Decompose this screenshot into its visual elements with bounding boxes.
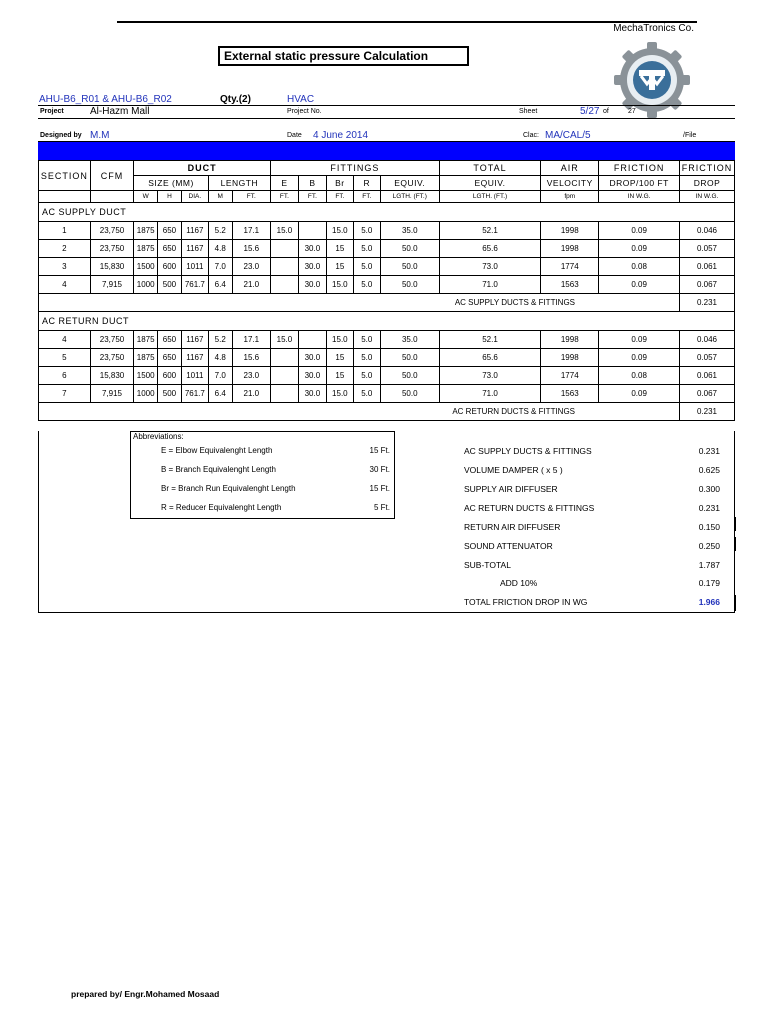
abbreviation-item xyxy=(131,503,394,517)
table-cell: 0.057 xyxy=(680,349,735,367)
table-cell: 1998 xyxy=(541,331,599,349)
table-cell: 30.0 xyxy=(298,349,326,367)
table-cell: 15,830 xyxy=(90,258,133,276)
summary-value: 1.966 xyxy=(698,597,720,607)
table-cell: 0.046 xyxy=(680,222,735,240)
of-label: of xyxy=(603,108,609,115)
table-cell: 5.2 xyxy=(208,222,232,240)
table-cell: 23,750 xyxy=(90,349,133,367)
table-cell xyxy=(270,385,298,403)
abbreviations-box xyxy=(130,431,395,519)
table-cell: 50.0 xyxy=(380,258,439,276)
abbreviation-item xyxy=(131,465,394,479)
unit-inwg-2: IN W.G. xyxy=(680,191,735,203)
project-value: Al-Hazm Mall xyxy=(90,106,150,117)
table-cell: 1167 xyxy=(181,240,208,258)
table-cell: 0.08 xyxy=(599,258,680,276)
unit-reference: AHU-B6_R01 & AHU-B6_R02 xyxy=(39,94,172,105)
col-total: TOTAL xyxy=(439,161,540,176)
table-row xyxy=(39,240,735,258)
file-label: /File xyxy=(683,132,697,139)
designed-by-label: Designed by xyxy=(40,132,82,139)
table-cell: 15 xyxy=(326,258,353,276)
table-cell: 15.0 xyxy=(326,222,353,240)
unit-br-ft: FT. xyxy=(326,191,353,203)
table-cell: 30.0 xyxy=(298,258,326,276)
summary-label: SUPPLY AIR DIFFUSER xyxy=(464,484,558,494)
table-cell: 1875 xyxy=(134,349,158,367)
table-cell: 1167 xyxy=(181,331,208,349)
table-cell: 15.6 xyxy=(232,349,270,367)
table-cell: 2 xyxy=(39,240,91,258)
table-cell: 1011 xyxy=(181,367,208,385)
col-r: R xyxy=(353,176,380,191)
table-cell: 5.0 xyxy=(353,349,380,367)
calc-label: Clac: xyxy=(523,132,539,139)
summary-value: 0.179 xyxy=(698,578,720,588)
unit-r-ft: FT. xyxy=(353,191,380,203)
table-cell: 5 xyxy=(39,349,91,367)
col-fittings: FITTINGS xyxy=(270,161,439,176)
table-cell: 52.1 xyxy=(439,222,540,240)
table-cell: 15,830 xyxy=(90,367,133,385)
col-friction-2: FRICTION xyxy=(680,161,735,176)
table-cell: 15.6 xyxy=(232,240,270,258)
project-label: Project xyxy=(40,108,64,115)
table-cell xyxy=(298,222,326,240)
table-cell: 4 xyxy=(39,331,91,349)
table-cell: 0.067 xyxy=(680,385,735,403)
table-cell: 4.8 xyxy=(208,240,232,258)
table-cell: 15 xyxy=(326,240,353,258)
table-cell: 7.0 xyxy=(208,258,232,276)
abbreviation-text: B = Branch Equivalenght Length xyxy=(161,465,276,474)
page-title: External static pressure Calculation xyxy=(218,46,469,66)
table-cell: 71.0 xyxy=(439,385,540,403)
summary-lines xyxy=(640,431,736,613)
table-cell: 1000 xyxy=(134,385,158,403)
table-cell: 600 xyxy=(158,367,182,385)
table-cell: 23.0 xyxy=(232,258,270,276)
table-cell: 0.067 xyxy=(680,276,735,294)
table-cell: 5.0 xyxy=(353,331,380,349)
summary-value: 0.231 xyxy=(698,446,720,456)
summary-value: 1.787 xyxy=(698,560,720,570)
unit-b-ft: FT. xyxy=(298,191,326,203)
col-section: SECTION xyxy=(39,161,91,191)
table-cell: 15.0 xyxy=(270,331,298,349)
col-velocity: VELOCITY xyxy=(541,176,599,191)
abbreviation-value: 15 Ft. xyxy=(369,484,390,493)
table-cell: 650 xyxy=(158,331,182,349)
table-cell: 761.7 xyxy=(181,385,208,403)
col-br: Br xyxy=(326,176,353,191)
table-cell: 5.0 xyxy=(353,222,380,240)
table-cell: 650 xyxy=(158,349,182,367)
sheet-value: 5/27 xyxy=(580,106,600,117)
table-cell: 73.0 xyxy=(439,258,540,276)
table-cell: 1563 xyxy=(541,385,599,403)
supply-total-value: 0.231 xyxy=(680,294,735,312)
abbreviation-item xyxy=(131,484,394,498)
return-total-value: 0.231 xyxy=(680,403,735,421)
table-cell: 15.0 xyxy=(326,276,353,294)
unit-total-lgth: LGTH. (FT.) xyxy=(439,191,540,203)
table-cell: 1167 xyxy=(181,349,208,367)
designed-by-value: M.M xyxy=(90,130,110,141)
table-cell: 1875 xyxy=(134,222,158,240)
unit-ft: FT. xyxy=(232,191,270,203)
company-logo-icon xyxy=(612,40,692,120)
calculation-table xyxy=(38,160,735,421)
table-cell: 5.0 xyxy=(353,258,380,276)
table-row xyxy=(39,258,735,276)
table-cell: 500 xyxy=(158,276,182,294)
table-cell: 50.0 xyxy=(380,349,439,367)
header-row-3 xyxy=(39,191,735,203)
table-cell: 65.6 xyxy=(439,240,540,258)
of-value: 27 xyxy=(628,108,636,115)
table-row xyxy=(39,276,735,294)
table-cell: 21.0 xyxy=(232,276,270,294)
summary-value: 0.300 xyxy=(698,484,720,494)
table-row xyxy=(39,331,735,349)
return-title: AC RETURN DUCT xyxy=(39,312,735,331)
col-drop100: DROP/100 FT xyxy=(599,176,680,191)
summary-value: 0.250 xyxy=(698,541,720,551)
col-total-equiv: EQUIV. xyxy=(439,176,540,191)
table-cell: 600 xyxy=(158,258,182,276)
table-cell: 17.1 xyxy=(232,222,270,240)
table-cell: 15.0 xyxy=(326,385,353,403)
table-row xyxy=(39,222,735,240)
table-cell: 7.0 xyxy=(208,367,232,385)
table-cell: 5.0 xyxy=(353,367,380,385)
table-cell: 500 xyxy=(158,385,182,403)
supply-title: AC SUPPLY DUCT xyxy=(39,203,735,222)
return-total-row xyxy=(39,403,735,421)
table-cell: 15.0 xyxy=(326,331,353,349)
unit-e-ft: FT. xyxy=(270,191,298,203)
col-length: LENGTH xyxy=(208,176,270,191)
col-size: SIZE (MM) xyxy=(134,176,209,191)
unit-inwg: IN W.G. xyxy=(599,191,680,203)
unit-m: M xyxy=(208,191,232,203)
table-cell: 15 xyxy=(326,367,353,385)
abbreviation-text: Br = Branch Run Equivalenght Length xyxy=(161,484,296,493)
table-cell: 3 xyxy=(39,258,91,276)
summary-label: TOTAL FRICTION DROP IN WG xyxy=(464,597,588,607)
summary-label: ADD 10% xyxy=(500,578,538,588)
table-cell: 1875 xyxy=(134,240,158,258)
table-cell xyxy=(270,258,298,276)
table-cell: 5.0 xyxy=(353,276,380,294)
table-cell: 1 xyxy=(39,222,91,240)
return-title-row xyxy=(39,312,735,331)
table-cell: 50.0 xyxy=(380,240,439,258)
date-value: 4 June 2014 xyxy=(313,130,369,141)
table-cell: 761.7 xyxy=(181,276,208,294)
col-air: AIR xyxy=(541,161,599,176)
table-cell: 1500 xyxy=(134,258,158,276)
unit-h: H xyxy=(158,191,182,203)
date-label: Date xyxy=(287,132,302,139)
abbreviation-text: R = Reducer Equivalenght Length xyxy=(161,503,282,512)
table-cell: 0.08 xyxy=(599,367,680,385)
table-cell: 30.0 xyxy=(298,276,326,294)
table-cell xyxy=(270,240,298,258)
unit-dia: DIA. xyxy=(181,191,208,203)
table-cell: 23,750 xyxy=(90,240,133,258)
summary-label: AC SUPPLY DUCTS & FITTINGS xyxy=(464,446,592,456)
col-friction: FRICTION xyxy=(599,161,680,176)
table-cell: 0.057 xyxy=(680,240,735,258)
col-equiv: EQUIV. xyxy=(380,176,439,191)
table-row xyxy=(39,385,735,403)
table-cell: 50.0 xyxy=(380,385,439,403)
table-cell: 0.046 xyxy=(680,331,735,349)
summary-value: 0.150 xyxy=(698,522,720,532)
col-duct: DUCT xyxy=(134,161,271,176)
table-cell: 1998 xyxy=(541,349,599,367)
table-cell: 7 xyxy=(39,385,91,403)
table-cell: 71.0 xyxy=(439,276,540,294)
table-row xyxy=(39,367,735,385)
table-cell: 30.0 xyxy=(298,240,326,258)
table-cell: 5.0 xyxy=(353,240,380,258)
table-cell: 23,750 xyxy=(90,331,133,349)
company-name: MechaTronics Co. xyxy=(613,23,694,34)
unit-lgth: LGTH. (FT.) xyxy=(380,191,439,203)
table-cell: 0.061 xyxy=(680,367,735,385)
table-cell: 4 xyxy=(39,276,91,294)
table-cell: 5.0 xyxy=(353,385,380,403)
discipline: HVAC xyxy=(287,94,315,105)
table-cell: 1774 xyxy=(541,367,599,385)
col-cfm: CFM xyxy=(90,161,133,191)
summary-value: 0.625 xyxy=(698,465,720,475)
table-cell: 1998 xyxy=(541,240,599,258)
abbreviation-value: 5 Ft. xyxy=(373,503,390,512)
sheet-label: Sheet xyxy=(519,108,538,115)
table-cell: 0.09 xyxy=(599,276,680,294)
table-cell: 0.09 xyxy=(599,222,680,240)
header-row-2 xyxy=(39,176,735,191)
abbreviations-title: Abbreviations: xyxy=(133,432,184,441)
table-cell: 650 xyxy=(158,240,182,258)
summary-label: SOUND ATTENUATOR xyxy=(464,541,553,551)
table-cell: 35.0 xyxy=(380,222,439,240)
table-cell: 35.0 xyxy=(380,331,439,349)
table-cell: 23.0 xyxy=(232,367,270,385)
summary-label: AC RETURN DUCTS & FITTINGS xyxy=(464,503,595,513)
table-cell: 7,915 xyxy=(90,385,133,403)
table-cell: 23,750 xyxy=(90,222,133,240)
table-cell: 1500 xyxy=(134,367,158,385)
return-total-label: AC RETURN DUCTS & FITTINGS xyxy=(39,403,680,421)
table-cell: 30.0 xyxy=(298,385,326,403)
accent-bar xyxy=(38,142,735,160)
table-cell: 1167 xyxy=(181,222,208,240)
table-cell: 6 xyxy=(39,367,91,385)
table-cell xyxy=(298,331,326,349)
table-cell: 15 xyxy=(326,349,353,367)
blank-cell xyxy=(90,191,133,203)
table-cell: 0.061 xyxy=(680,258,735,276)
header-row-1 xyxy=(39,161,735,176)
table-cell xyxy=(270,367,298,385)
table-cell: 50.0 xyxy=(380,367,439,385)
table-cell: 50.0 xyxy=(380,276,439,294)
calc-value: MA/CAL/5 xyxy=(545,130,591,141)
table-cell: 0.09 xyxy=(599,385,680,403)
table-cell: 1011 xyxy=(181,258,208,276)
blank-cell xyxy=(39,191,91,203)
quantity: Qty.(2) xyxy=(220,94,251,105)
table-cell: 1875 xyxy=(134,331,158,349)
col-b: B xyxy=(298,176,326,191)
supply-total-label: AC SUPPLY DUCTS & FITTINGS xyxy=(39,294,680,312)
col-e: E xyxy=(270,176,298,191)
prepared-by: prepared by/ Engr.Mohamed Mosaad xyxy=(71,989,220,999)
table-cell: 73.0 xyxy=(439,367,540,385)
table-row xyxy=(39,349,735,367)
table-cell: 1998 xyxy=(541,222,599,240)
table-cell: 650 xyxy=(158,222,182,240)
table-cell: 0.09 xyxy=(599,349,680,367)
table-cell: 65.6 xyxy=(439,349,540,367)
table-cell: 30.0 xyxy=(298,367,326,385)
table-cell: 15.0 xyxy=(270,222,298,240)
project-no-label: Project No. xyxy=(287,108,322,115)
abbreviation-text: E = Elbow Equivalenght Length xyxy=(161,446,273,455)
table-cell: 6.4 xyxy=(208,276,232,294)
table-cell: 1563 xyxy=(541,276,599,294)
table-cell: 4.8 xyxy=(208,349,232,367)
table-cell: 17.1 xyxy=(232,331,270,349)
divider xyxy=(38,118,735,119)
table-cell: 0.09 xyxy=(599,331,680,349)
unit-fpm: fpm xyxy=(541,191,599,203)
table-cell: 0.09 xyxy=(599,240,680,258)
abbreviation-value: 15 Ft. xyxy=(369,446,390,455)
summary-value: 0.231 xyxy=(698,503,720,513)
table-cell: 21.0 xyxy=(232,385,270,403)
table-cell: 6.4 xyxy=(208,385,232,403)
table-cell xyxy=(270,276,298,294)
table-cell: 5.2 xyxy=(208,331,232,349)
abbreviation-value: 30 Ft. xyxy=(369,465,390,474)
table-cell: 1000 xyxy=(134,276,158,294)
supply-total-row xyxy=(39,294,735,312)
unit-w: W xyxy=(134,191,158,203)
supply-title-row xyxy=(39,203,735,222)
table-cell: 7,915 xyxy=(90,276,133,294)
summary-label: SUB-TOTAL xyxy=(464,560,511,570)
col-drop: DROP xyxy=(680,176,735,191)
table-cell: 1774 xyxy=(541,258,599,276)
abbreviation-item xyxy=(131,446,394,460)
summary-label: VOLUME DAMPER ( x 5 ) xyxy=(464,465,563,475)
summary-label: RETURN AIR DIFFUSER xyxy=(464,522,561,532)
table-cell: 52.1 xyxy=(439,331,540,349)
table-cell xyxy=(270,349,298,367)
